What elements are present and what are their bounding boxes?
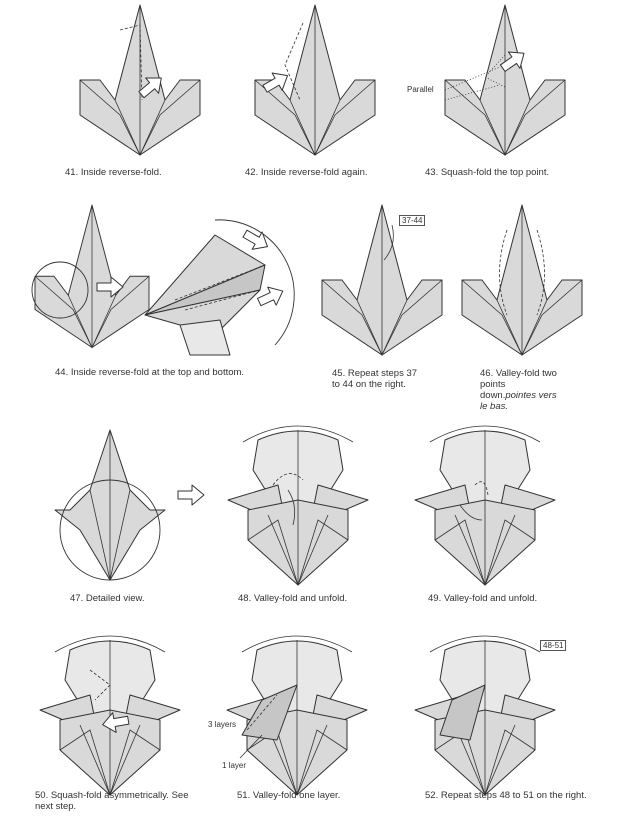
step-41-caption: 41. Inside reverse-fold. [65, 167, 162, 178]
step-52-caption: 52. Repeat steps 48 to 51 on the right. [425, 790, 587, 801]
step-48-diagram [223, 430, 373, 590]
step-46-caption-line4: le bas. [480, 401, 508, 412]
step-43-caption: 43. Squash-fold the top point. [425, 167, 550, 178]
step-51-label-1layer: 1 layer [222, 761, 247, 770]
step-43-diagram [445, 5, 565, 160]
step-49-caption: 49. Valley-fold and unfold. [428, 593, 538, 604]
step-44-diagram [25, 205, 295, 365]
step-52-ref: 48-51 [540, 640, 566, 651]
step-47-caption: 47. Detailed view. [70, 593, 145, 604]
step-41-diagram [80, 5, 200, 160]
step-52-diagram [410, 640, 560, 800]
step-50-caption-line2: next step. [35, 801, 77, 812]
step-51-caption: 51. Valley-fold one layer. [237, 790, 341, 801]
step-46-caption-line1: 46. Valley-fold two [480, 368, 557, 379]
step-49 [410, 430, 570, 615]
step-44 [25, 205, 295, 385]
step-46-caption-line3: down.pointes vers [480, 390, 557, 401]
step-50-caption-line1: 50. Squash-fold asymmetrically. See [35, 790, 189, 801]
step-46 [462, 205, 592, 420]
step-44-caption: 44. Inside reverse-fold at the top and bottom. [55, 367, 245, 378]
step-49-diagram [410, 430, 560, 590]
step-47 [55, 430, 215, 615]
step-46-caption-line2: points [480, 379, 506, 390]
step-41 [65, 5, 200, 180]
step-43 [407, 5, 575, 180]
step-45-diagram [322, 205, 442, 355]
step-45-caption-line1: 45. Repeat steps 37 [332, 368, 418, 379]
step-50-diagram [35, 640, 185, 800]
step-43-parallel-label: Parallel [407, 85, 434, 94]
step-47-arrow [173, 485, 213, 505]
step-50 [35, 640, 205, 830]
step-48 [223, 430, 383, 615]
step-45-caption-line2: to 44 on the right. [332, 379, 406, 390]
step-45 [322, 205, 442, 400]
step-51-label-3layers: 3 layers [208, 720, 237, 729]
step-47-diagram [55, 430, 165, 590]
step-52 [410, 640, 587, 830]
step-51-diagram [222, 640, 372, 800]
step-45-ref: 37-44 [399, 215, 425, 226]
step-42 [245, 5, 375, 180]
step-48-caption: 48. Valley-fold and unfold. [238, 593, 348, 604]
step-51 [208, 640, 392, 830]
step-46-diagram [462, 205, 582, 355]
step-42-diagram [255, 5, 375, 160]
step-42-caption: 42. Inside reverse-fold again. [245, 167, 368, 178]
